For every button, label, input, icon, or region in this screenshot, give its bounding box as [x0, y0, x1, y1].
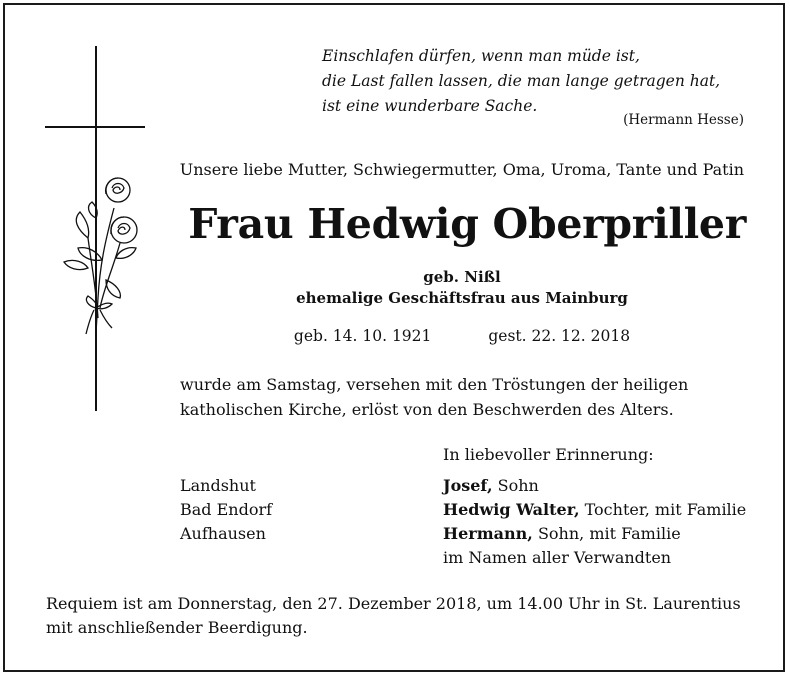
quote-line: ist eine wunderbare Sache. — [322, 97, 538, 115]
body-line: katholischen Kirche, erlöst von den Beschwerden des Alters. — [180, 400, 674, 419]
maiden-name: geb. Nißl — [423, 268, 501, 286]
cross-bar — [45, 126, 145, 128]
requiem-text — [46, 592, 741, 640]
body-text — [180, 372, 688, 422]
life-dates — [180, 327, 744, 345]
places-list — [180, 474, 272, 546]
mourner-item — [443, 522, 746, 546]
mourner-relation: Sohn, mit Familie — [532, 524, 681, 543]
occupation: ehemalige Geschäftsfrau aus Mainburg — [296, 289, 628, 307]
relatives-line: im Namen aller Verwandten — [443, 548, 672, 567]
place-item: Aufhausen — [180, 524, 266, 543]
intro-line: Unsere liebe Mutter, Schwiegermutter, Oma, Uroma, Tante und Patin — [179, 160, 744, 179]
quote-line: die Last fallen lassen, die man lange getragen hat, — [322, 72, 721, 90]
body-line: wurde am Samstag, versehen mit den Tröstungen der heiligen — [180, 375, 689, 394]
death-date: gest. 22. 12. 2018 — [488, 327, 631, 345]
mourner-item — [443, 498, 746, 522]
place-item: Bad Endorf — [180, 500, 273, 519]
deceased-name: Frau Hedwig Oberpriller — [188, 200, 746, 248]
requiem-line: Requiem ist am Donnerstag, den 27. Dezember 2018, um 14.00 Uhr in St. Laurentius — [46, 594, 741, 613]
mourner-name: Hermann, — [443, 524, 533, 543]
mourners-list — [443, 474, 746, 570]
mourner-name: Hedwig Walter, — [443, 500, 580, 519]
mourner-relation: Sohn — [492, 476, 539, 495]
memory-heading: In liebevoller Erinnerung: — [443, 445, 654, 464]
roses-icon — [58, 168, 142, 338]
quote-author: (Hermann Hesse) — [623, 112, 744, 128]
mourner-name: Josef, — [443, 476, 493, 495]
quote — [322, 44, 720, 119]
place-item: Landshut — [180, 476, 256, 495]
quote-line: Einschlafen dürfen, wenn man müde ist, — [322, 47, 640, 65]
birth-date: geb. 14. 10. 1921 — [293, 327, 432, 345]
requiem-line: mit anschließender Beerdigung. — [46, 618, 308, 637]
mourner-item — [443, 474, 746, 498]
mourner-relation: Tochter, mit Familie — [579, 500, 747, 519]
